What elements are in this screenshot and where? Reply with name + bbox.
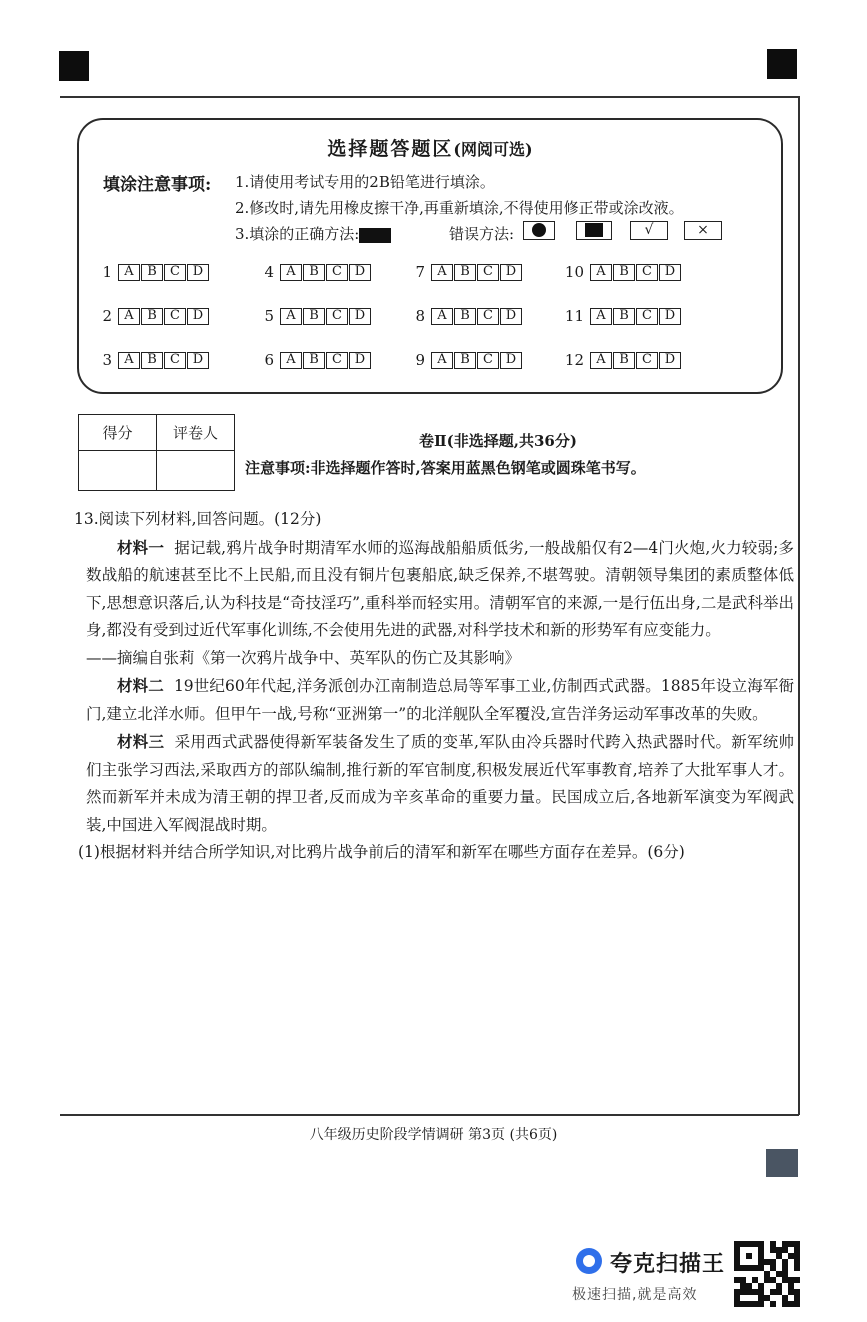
option-bubble-c[interactable]: C [477, 308, 499, 325]
watermark-name: 夸克扫描王 [610, 1252, 726, 1277]
option-bubble-c[interactable]: C [164, 308, 186, 325]
sub-question-1: (1)根据材料并结合所学知识,对比鸦片战争前后的清军和新军在哪些方面存在差异。(6分) [78, 843, 685, 861]
question-number: 6 [264, 351, 274, 369]
material-1 [86, 534, 794, 645]
m1-source: ——摘编自张莉《第一次鸦片战争中、英军队的伤亡及其影响》 [86, 648, 521, 667]
grader-header: 评卷人 [157, 415, 235, 451]
partial-fill-icon [585, 223, 603, 237]
option-bubble-c[interactable]: C [326, 308, 348, 325]
question-13 [74, 506, 794, 867]
option-bubble-a[interactable]: A [431, 352, 453, 369]
question-number: 8 [415, 307, 425, 325]
answer-area-title [79, 134, 781, 161]
cross-icon: × [697, 222, 709, 238]
option-bubble-a[interactable]: A [118, 264, 140, 281]
option-bubble-d[interactable]: D [349, 308, 371, 325]
answer-area-subtitle: (网阅可选) [453, 140, 533, 159]
question-row-3 [90, 351, 210, 369]
option-bubble-b[interactable]: B [303, 308, 325, 325]
score-header: 得分 [79, 415, 157, 451]
wrong-method-label: 错误方法: [449, 225, 515, 243]
watermark-slogan: 极速扫描,就是高效 [572, 1287, 698, 1303]
option-bubble-a[interactable]: A [118, 308, 140, 325]
option-bubble-c[interactable]: C [477, 352, 499, 369]
question-number: 7 [415, 263, 425, 281]
quark-logo-icon [576, 1248, 602, 1274]
frame-right-line [798, 96, 800, 1115]
option-bubble-d[interactable]: D [659, 264, 681, 281]
wrong-example-check [630, 221, 668, 240]
option-bubble-a[interactable]: A [280, 308, 302, 325]
qr-code-icon [734, 1241, 800, 1307]
question-number: 1 [102, 263, 112, 281]
question-number: 12 [564, 351, 584, 369]
option-bubble-a[interactable]: A [431, 308, 453, 325]
question-row-2 [90, 307, 210, 325]
option-bubble-b[interactable]: B [303, 264, 325, 281]
question-row-7 [403, 263, 523, 281]
question-row-10 [562, 263, 682, 281]
question-row-4 [252, 263, 372, 281]
question-number: 9 [415, 351, 425, 369]
correct-fill-example [359, 228, 391, 243]
m1-label: 材料一 [117, 537, 164, 557]
m3-text: 采用西式武器使得新军装备发生了质的变革,军队由冷兵器时代跨入热武器时代。新军统帅们主张学习西法,采取西方的部队编制,推行新的军官制度,积极发展近代军事教育,培养了大批军事人才。然而新军并未成为清王朝的捍卫者,反而成为辛亥革命的重要力量。民国成立后,各地新军演变为军阀武装,中国进入军阀混战时期。 [86, 733, 794, 834]
section2-title: 卷Ⅱ(非选择题,共36分) [419, 432, 577, 450]
m1-text: 据记载,鸦片战争时期清军水师的巡海战船船质低劣,一般战船仅有2—4门火炮,火力较弱;多数战船的航速甚至比不上民船,而且没有铜片包裹船底,缺乏保养,不堪驾驶。清朝领导集团的素质整体低下,思想意识落后,认为科技是“奇技淫巧”,重科举而轻实用。清朝军官的来源,一是行伍出身,二是武科举出身,都没有受到过近代军事化训练,不会使用先进的武器,对科学技术和新的形势军有应变能力。 [86, 538, 794, 639]
option-bubble-b[interactable]: B [303, 352, 325, 369]
question-number: 3 [102, 351, 112, 369]
option-bubble-a[interactable]: A [118, 352, 140, 369]
wrong-example-circle [523, 221, 555, 240]
option-bubble-d[interactable]: D [187, 352, 209, 369]
question-number: 5 [264, 307, 274, 325]
question-row-12 [562, 351, 682, 369]
registration-mark-top-right [767, 49, 797, 79]
option-bubble-b[interactable]: B [454, 308, 476, 325]
question-number: 10 [564, 263, 584, 281]
wrong-example-partial [576, 221, 612, 240]
question-row-5 [252, 307, 372, 325]
score-cell[interactable] [79, 451, 157, 491]
section2-note: 注意事项:非选择题作答时,答案用蓝黑色钢笔或圆珠笔书写。 [245, 459, 646, 477]
question-row-1 [90, 263, 210, 281]
option-bubble-c[interactable]: C [477, 264, 499, 281]
option-bubble-b[interactable]: B [454, 264, 476, 281]
registration-mark-top-left [59, 51, 89, 81]
option-bubble-c[interactable]: C [164, 352, 186, 369]
option-bubble-d[interactable]: D [187, 264, 209, 281]
option-bubble-c[interactable]: C [636, 264, 658, 281]
option-bubble-b[interactable]: B [141, 352, 163, 369]
option-bubble-a[interactable]: A [431, 264, 453, 281]
option-bubble-a[interactable]: A [280, 264, 302, 281]
page-footer: 八年级历史阶段学情调研 第3页 (共6页) [309, 1127, 558, 1143]
question-row-11 [562, 307, 682, 325]
wrong-example-cross [684, 221, 722, 240]
check-icon: √ [644, 222, 654, 238]
option-bubble-b[interactable]: B [613, 264, 635, 281]
m3-label: 材料三 [117, 732, 165, 751]
option-bubble-a[interactable]: A [590, 264, 612, 281]
option-bubble-d[interactable]: D [500, 264, 522, 281]
question-number: 4 [264, 263, 274, 281]
option-bubble-a[interactable]: A [590, 308, 612, 325]
question-row-8 [403, 307, 523, 325]
note-1: 1.请使用考试专用的2B铅笔进行填涂。 [235, 173, 495, 191]
material-2 [86, 672, 794, 728]
option-bubble-c[interactable]: C [326, 352, 348, 369]
option-bubble-c[interactable]: C [326, 264, 348, 281]
question-row-9 [403, 351, 523, 369]
frame-top-line [60, 96, 799, 98]
option-bubble-b[interactable]: B [454, 352, 476, 369]
question-row-6 [252, 351, 372, 369]
option-bubble-b[interactable]: B [141, 308, 163, 325]
question-number: 11 [564, 307, 584, 325]
material-3 [86, 728, 794, 839]
option-bubble-d[interactable]: D [349, 352, 371, 369]
option-bubble-c[interactable]: C [636, 352, 658, 369]
m2-label: 材料二 [117, 676, 164, 695]
registration-mark-bottom-right [766, 1149, 798, 1177]
option-bubble-d[interactable]: D [349, 264, 371, 281]
option-bubble-c[interactable]: C [164, 264, 186, 281]
notes-label: 填涂注意事项: [103, 175, 212, 195]
option-bubble-b[interactable]: B [613, 308, 635, 325]
score-table [78, 414, 235, 491]
option-bubble-d[interactable]: D [659, 352, 681, 369]
option-bubble-b[interactable]: B [141, 264, 163, 281]
note-2: 2.修改时,请先用橡皮擦干净,再重新填涂,不得使用修正带或涂改液。 [235, 199, 684, 217]
note-3 [235, 223, 391, 244]
option-bubble-b[interactable]: B [613, 352, 635, 369]
frame-bottom-line [60, 1114, 799, 1116]
option-bubble-d[interactable]: D [659, 308, 681, 325]
option-bubble-d[interactable]: D [500, 352, 522, 369]
option-bubble-d[interactable]: D [500, 308, 522, 325]
option-bubble-a[interactable]: A [280, 352, 302, 369]
grader-cell[interactable] [157, 451, 235, 491]
note-3-text: 3.填涂的正确方法: [235, 225, 360, 243]
question-number: 2 [102, 307, 112, 325]
option-bubble-a[interactable]: A [590, 352, 612, 369]
answer-area-title-text: 选择题答题区 [327, 138, 454, 160]
filled-circle-icon [532, 223, 546, 237]
option-bubble-c[interactable]: C [636, 308, 658, 325]
m2-text: 19世纪60年代起,洋务派创办江南制造总局等军事工业,仿制西式武器。1885年设立海军衙门,建立北洋水师。但甲午一战,号称“亚洲第一”的北洋舰队全军覆没,宣告洋务运动军事改革的失败。 [86, 677, 794, 723]
q13-intro: 13.阅读下列材料,回答问题。(12分) [74, 510, 322, 528]
option-bubble-d[interactable]: D [187, 308, 209, 325]
